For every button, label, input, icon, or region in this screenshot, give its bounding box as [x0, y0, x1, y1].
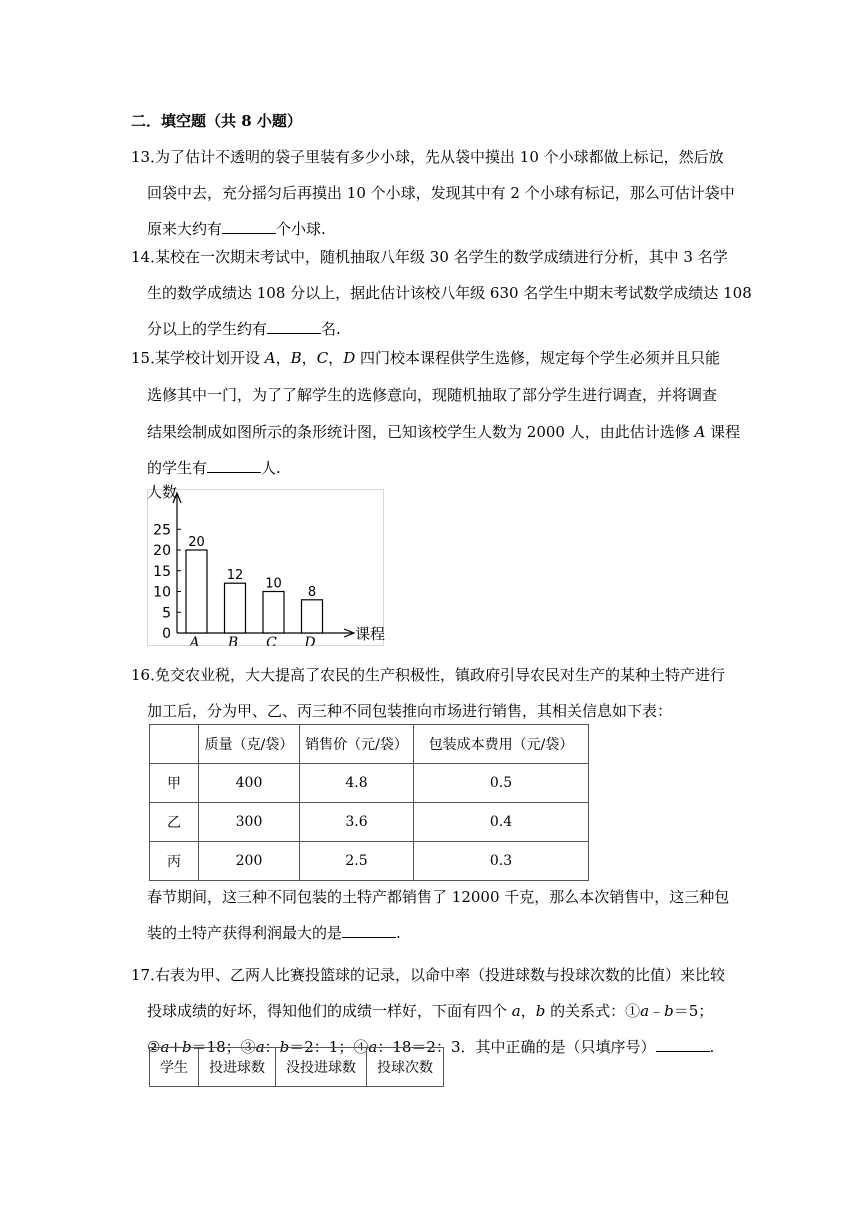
- category-label: B: [227, 635, 239, 646]
- variable: A: [694, 423, 706, 441]
- text-fragment: ﹣: [649, 1002, 665, 1020]
- question-number: 15．: [131, 349, 166, 367]
- question-text-line: 加工后，分为甲、乙、丙三种不同包装推向市场进行销售，其相关信息如下表：: [147, 702, 673, 720]
- text-fragment: 人.: [261, 459, 281, 477]
- question-text-line: 为了估计不透明的袋子里装有多少小球，先从袋中摸出 10 个小球都做上标记，然后放: [155, 148, 724, 166]
- text-fragment: ，: [275, 349, 291, 367]
- question-number: 16．: [131, 666, 166, 684]
- table-header-cell: 学生: [150, 1048, 199, 1087]
- bar-B: [225, 583, 246, 633]
- table-cell: 0.4: [414, 803, 589, 842]
- question-text-line: 春节期间，这三种不同包装的土特产都销售了 12000 千克，那么本次销售中，这三种包: [147, 888, 730, 906]
- answer-blank: [342, 923, 396, 938]
- text-fragment: ，: [520, 1002, 536, 1020]
- text-fragment: 名.: [321, 320, 341, 338]
- answer-blank: [656, 1037, 710, 1052]
- text-fragment: 装的土特产获得利润最大的是: [147, 924, 343, 942]
- table-cell: 0.5: [414, 764, 589, 803]
- y-tick-label: 5: [162, 605, 171, 622]
- question-text-line: 某校在一次期末考试中，随机抽取八年级 30 名学生的数学成绩进行分析，其中 3 名学: [155, 248, 728, 266]
- section-title: 二．填空题（共 8 小题）: [131, 112, 302, 130]
- text-fragment: +: [169, 1038, 182, 1056]
- table-cell: 丙: [150, 842, 199, 881]
- data-label: 8: [307, 584, 317, 600]
- table-header-cell: 投球次数: [367, 1048, 444, 1087]
- table-cell: 0.3: [414, 842, 589, 881]
- text-fragment: .: [709, 1038, 715, 1056]
- y-tick-label: 15: [153, 563, 171, 580]
- variable: a: [640, 1002, 650, 1020]
- variable: a: [368, 1038, 378, 1056]
- table-cell: 2.5: [300, 842, 414, 881]
- table-header-cell: 销售价（元/袋）: [300, 725, 414, 764]
- question-text-line: [147, 421, 740, 442]
- question-text-line: 生的数学成绩达 108 分以上，据此估计该校八年级 630 名学生中期末考试数学成绩达 108: [147, 284, 752, 302]
- y-tick-label: 0: [162, 626, 171, 642]
- y-tick-label: 10: [153, 584, 171, 601]
- text-fragment: 投球成绩的好坏，得知他们的成绩一样好，下面有四个: [147, 1002, 512, 1020]
- y-tick-label: 25: [153, 522, 171, 539]
- table-cell: 甲: [150, 764, 199, 803]
- text-fragment: 分以上的学生约有: [147, 320, 268, 338]
- text-fragment: ，: [301, 349, 317, 367]
- answer-blank: [267, 319, 321, 334]
- variable: b: [535, 1002, 546, 1020]
- text-fragment: ：: [264, 1038, 280, 1056]
- y-tick-label: 20: [153, 543, 171, 559]
- answer-blank: [207, 458, 261, 473]
- text-fragment: ＝2：1；④: [289, 1038, 369, 1056]
- table-header-cell: 包装成本费用（元/袋）: [414, 725, 589, 764]
- data-label: 20: [188, 535, 205, 550]
- text-fragment: 原来大约有: [147, 220, 223, 238]
- text-fragment: 个小球.: [276, 220, 326, 238]
- question-number: 17．: [131, 966, 166, 984]
- category-label: D: [304, 635, 316, 646]
- text-fragment: ：18＝2：3．其中正确的是（只填序号）: [377, 1038, 656, 1056]
- table-header-cell: [150, 725, 199, 764]
- bar-D: [302, 600, 323, 633]
- variable: a: [255, 1038, 265, 1056]
- variable: b: [181, 1038, 192, 1056]
- question-text-line: 选修其中一门，为了了解学生的选修意向，现随机抽取了部分学生进行调查，并将调查: [147, 386, 718, 404]
- text-fragment: 四门校本课程供学生选修，规定每个学生必须并且只能: [355, 349, 720, 367]
- answer-blank: [222, 219, 276, 234]
- question-text-line: 回袋中去，充分摇匀后再摸出 10 个小球，发现其中有 2 个小球有标记，那么可估计袋中: [147, 184, 735, 202]
- question-text-line: [155, 347, 720, 368]
- table-header-row: [150, 725, 589, 764]
- table-cell: 4.8: [300, 764, 414, 803]
- text-fragment: ＝5；: [673, 1002, 714, 1020]
- variable: D: [343, 349, 356, 367]
- data-label: 12: [226, 568, 244, 584]
- table-header-cell: 投进球数: [199, 1048, 276, 1087]
- text-fragment: .: [396, 924, 401, 942]
- question-text-line: [147, 922, 401, 943]
- question-text-line: [147, 318, 341, 339]
- table-header-cell: 没投进球数: [276, 1048, 367, 1087]
- table-cell: 400: [199, 764, 300, 803]
- category-label: C: [266, 635, 277, 646]
- text-fragment: 课程: [705, 423, 741, 441]
- bar-A: [186, 550, 207, 633]
- shooting-table: [149, 1047, 444, 1087]
- category-label: A: [189, 635, 200, 646]
- y-axis-label: 人数: [147, 483, 178, 501]
- table-header-cell: 质量（克/袋）: [199, 725, 300, 764]
- product-table: [149, 724, 589, 881]
- text-fragment: 结果绘制成如图所示的条形统计图，已知该校学生人数为 2000 人，由此估计选修: [147, 423, 695, 441]
- text-fragment: 某学校计划开设: [155, 349, 265, 367]
- text-fragment: 的学生有: [147, 459, 208, 477]
- variable: b: [664, 1002, 674, 1020]
- variable: a: [511, 1002, 521, 1020]
- question-text-line: [147, 457, 281, 478]
- bar-chart: [147, 481, 387, 646]
- question-number: 14．: [131, 248, 166, 266]
- table-cell: 300: [199, 803, 300, 842]
- variable: C: [316, 349, 329, 367]
- table-row: [150, 842, 589, 881]
- table-header-row: [150, 1048, 444, 1087]
- table-row: [150, 803, 589, 842]
- question-number: 13．: [131, 148, 166, 166]
- text-fragment: ＝18；③: [191, 1038, 256, 1056]
- question-text-line: [147, 218, 326, 239]
- bar-C: [263, 592, 284, 634]
- variable: a: [160, 1038, 170, 1056]
- table-cell: 乙: [150, 803, 199, 842]
- question-text-line: 右表为甲、乙两人比赛投篮球的记录，以命中率（投进球数与投球次数的比值）来比较: [155, 966, 726, 984]
- variable: A: [264, 349, 276, 367]
- variable: B: [290, 349, 302, 367]
- x-axis-label: 课程: [355, 625, 386, 643]
- table-cell: 200: [199, 842, 300, 881]
- text-fragment: 的关系式：①: [545, 1002, 641, 1020]
- text-fragment: ，: [328, 349, 344, 367]
- data-label: 10: [265, 576, 282, 592]
- question-text-line: [147, 1000, 713, 1021]
- table-cell: 3.6: [300, 803, 414, 842]
- text-fragment: ②: [147, 1038, 161, 1056]
- question-text-line: 免交农业税，大大提高了农民的生产积极性，镇政府引导农民对生产的某种土特产进行: [155, 666, 726, 684]
- variable: b: [279, 1038, 290, 1056]
- table-row: [150, 764, 589, 803]
